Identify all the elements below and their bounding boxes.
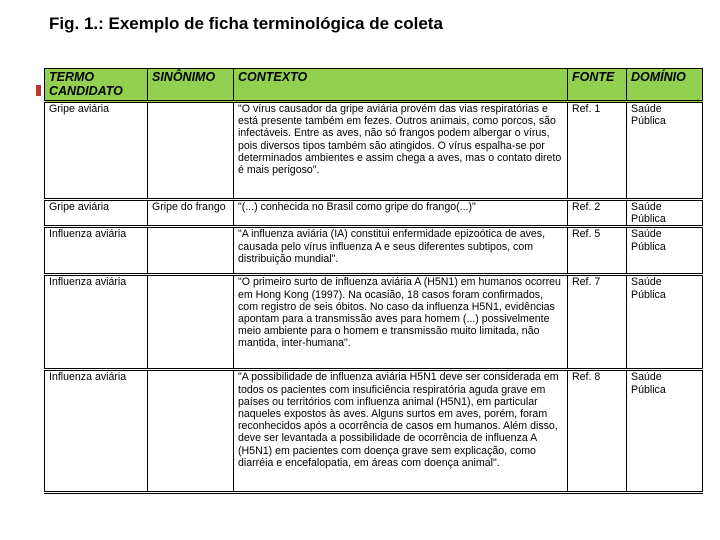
cell-termo: Gripe aviária [45, 200, 148, 227]
cell-fonte: Ref. 2 [568, 200, 627, 227]
cell-dominio: Saúde Pública [627, 102, 703, 200]
cell-contexto: "O primeiro surto de influenza aviária A (H5N1) em humanos ocorreu em Hong Kong (1997). Na ocasião, 18 casos foram confirmados, com registro de seis óbitos. No caso da influenza H5N1, evidências apontam para a transmissão aves para homem (...) possivelmente meio ambiente para o homem e transmissão muito limitada, não mantida, inter-humana". [234, 275, 568, 370]
cell-contexto: "O vírus causador da gripe aviária provém das vias respiratórias e está presente também em fezes. Outros animais, como porcos, são infectáveis. Entre as aves, não só frangos podem albergar o vírus, pois diversos tipos também são atingidos. O vírus espalha-se por determinados ambientes e assim chega a aves, mas o contato direto é mais perigoso". [234, 102, 568, 200]
cell-termo: Influenza aviária [45, 275, 148, 370]
figure-title: Fig. 1.: Exemplo de ficha terminológica de coleta [49, 14, 443, 33]
cell-fonte: Ref. 5 [568, 227, 627, 275]
terminology-table [44, 68, 703, 494]
cell-termo: Influenza aviária [45, 370, 148, 493]
cell-fonte: Ref. 1 [568, 102, 627, 200]
header-contexto: CONTEXTO [234, 69, 568, 102]
cell-contexto: "(...) conhecida no Brasil como gripe do frango(...)" [234, 200, 568, 227]
table-row [45, 370, 703, 493]
cell-sinonimo [148, 275, 234, 370]
cell-sinonimo [148, 370, 234, 493]
cell-dominio: Saúde Pública [627, 200, 703, 227]
header-sinonimo: SINÔNIMO [148, 69, 234, 102]
header-row [45, 69, 703, 102]
table-row [45, 200, 703, 227]
table-row [45, 102, 703, 200]
header-fonte: FONTE [568, 69, 627, 102]
cell-contexto: "A possibilidade de influenza aviária H5N1 deve ser considerada em todos os pacientes com insuficiência respiratória aguda grave em países ou territórios com influenza animal (H5N1), em particular naqueles expostos às aves. Alguns surtos em aves, porém, foram reconhecidos após a ocorrência de casos em humanos. Além disso, deve ser levantada a possibilidade de ocorrência de influenza A (H5N1) em pacientes com doença grave sem explicação, como diarréia e encefalopatia, em áreas com doença animal". [234, 370, 568, 493]
cell-sinonimo [148, 227, 234, 275]
cell-fonte: Ref. 7 [568, 275, 627, 370]
cell-termo: Influenza aviária [45, 227, 148, 275]
table-row [45, 275, 703, 370]
cell-contexto: "A influenza aviária (IA) constitui enfermidade epizoótica de aves, causada pelo vírus influenza A e seus diferentes subtipos, com distribuição mundial". [234, 227, 568, 275]
cell-termo: Gripe aviária [45, 102, 148, 200]
cell-dominio: Saúde Pública [627, 227, 703, 275]
cell-dominio: Saúde Pública [627, 370, 703, 493]
table-row [45, 227, 703, 275]
header-dominio: DOMÍNIO [627, 69, 703, 102]
cell-sinonimo: Gripe do frango [148, 200, 234, 227]
cell-dominio: Saúde Pública [627, 275, 703, 370]
slide-marker [36, 85, 41, 96]
cell-sinonimo [148, 102, 234, 200]
cell-fonte: Ref. 8 [568, 370, 627, 493]
header-termo-candidato: TERMO CANDIDATO [45, 69, 148, 102]
